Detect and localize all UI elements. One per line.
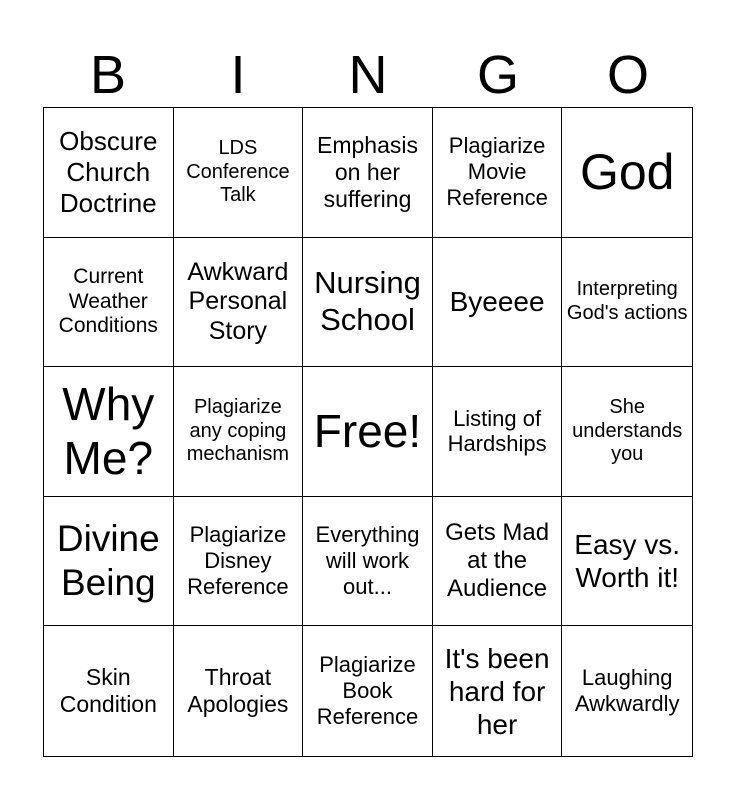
bingo-cell[interactable] (174, 367, 304, 497)
cell-label: Plagiarize Movie Reference (446, 133, 548, 211)
bingo-cell[interactable] (562, 626, 692, 756)
cell-label: Plagiarize Book Reference (316, 652, 419, 730)
bingo-cell[interactable] (433, 238, 563, 368)
bingo-cell[interactable] (562, 367, 692, 497)
bingo-cell[interactable] (174, 626, 304, 756)
cell-label: Nursing School (314, 265, 421, 337)
cell-label: Skin Condition (59, 664, 157, 718)
cell-label: Obscure Church Doctrine (59, 126, 158, 218)
cell-label: It's been hard for her (444, 642, 550, 740)
cell-label: Everything will work out... (315, 522, 420, 600)
bingo-cell[interactable] (433, 626, 563, 756)
bingo-cell[interactable] (174, 238, 304, 368)
bingo-cell[interactable] (303, 238, 433, 368)
bingo-cell[interactable] (433, 367, 563, 497)
cell-label: Emphasis on her suffering (317, 131, 418, 212)
header-letter-b: B (89, 45, 127, 105)
cell-label: Plagiarize Disney Reference (187, 522, 289, 600)
header-letter-o: O (606, 45, 649, 105)
bingo-cell[interactable] (174, 108, 304, 238)
bingo-cell[interactable] (303, 626, 433, 756)
bingo-board (43, 107, 693, 757)
header-letter-n: N (348, 45, 388, 105)
cell-label: Laughing Awkwardly (574, 665, 680, 717)
cell-label: Throat Apologies (187, 664, 289, 718)
header-letter-g: G (476, 45, 519, 105)
cell-label: Byeeee (449, 286, 545, 318)
free-space-label: Free! (313, 405, 422, 458)
bingo-cell[interactable] (303, 108, 433, 238)
cell-label: Easy vs. Worth it! (574, 529, 681, 594)
cell-label: Why Me? (62, 378, 155, 485)
cell-label: Plagiarize any coping mechanism (186, 396, 290, 466)
bingo-cell[interactable] (433, 497, 563, 627)
bingo-cell[interactable] (433, 108, 563, 238)
cell-label: Listing of Hardships (447, 405, 547, 457)
bingo-cell[interactable] (562, 108, 692, 238)
cell-label: Divine Being (56, 518, 160, 604)
free-space-cell[interactable] (303, 367, 433, 497)
cell-label: She understands you (572, 396, 683, 466)
bingo-cell[interactable] (303, 497, 433, 627)
bingo-cell[interactable] (44, 367, 174, 497)
cell-label: Gets Mad at the Audience (445, 518, 550, 603)
bingo-cell[interactable] (44, 108, 174, 238)
bingo-header (43, 44, 693, 106)
bingo-cell[interactable] (174, 497, 304, 627)
bingo-cell[interactable] (562, 497, 692, 627)
cell-label: God (579, 143, 675, 200)
bingo-cell[interactable] (44, 238, 174, 368)
bingo-cell[interactable] (44, 497, 174, 627)
bingo-cell[interactable] (562, 238, 692, 368)
header-letter-i: I (230, 45, 246, 105)
cell-label: Interpreting God's actions (566, 278, 688, 324)
cell-label: Awkward Personal Story (187, 257, 289, 345)
bingo-cell[interactable] (44, 626, 174, 756)
cell-label: LDS Conference Talk (186, 136, 290, 207)
cell-label: Current Weather Conditions (58, 264, 158, 338)
